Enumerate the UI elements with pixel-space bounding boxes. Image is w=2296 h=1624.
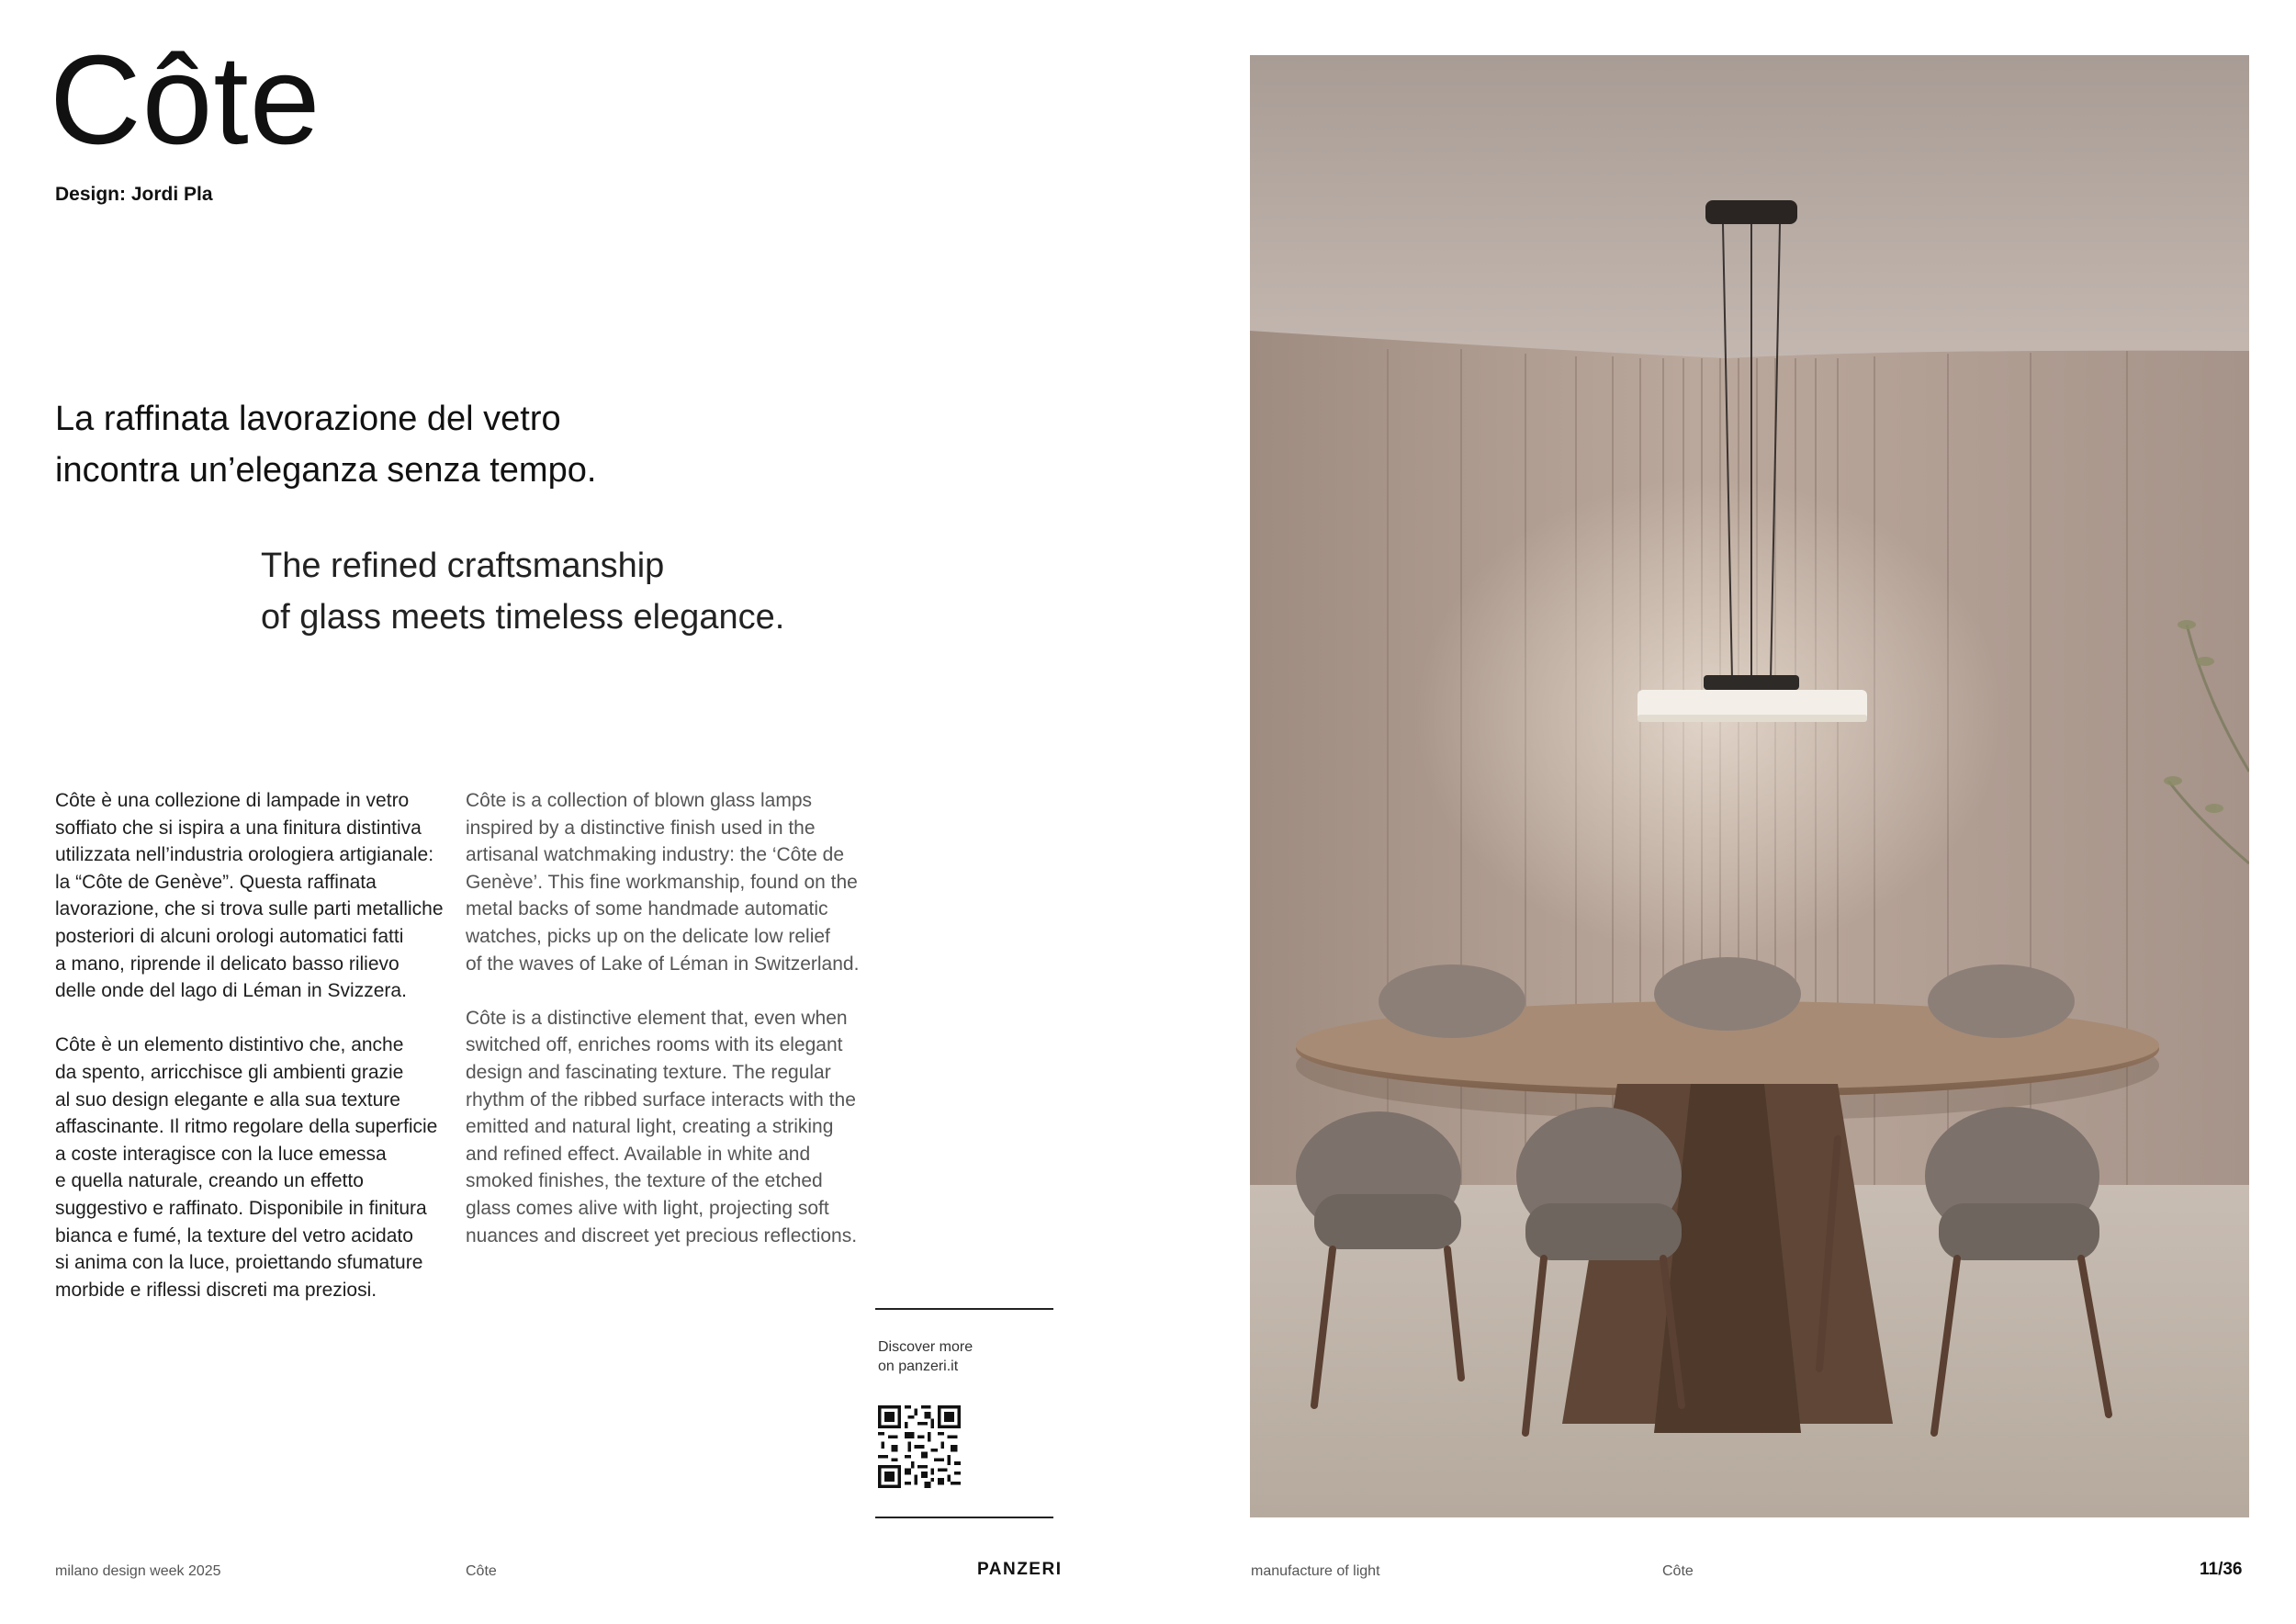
designer-credit: Design: Jordi Pla [55, 184, 213, 205]
paragraph: Côte è un elemento distintivo che, anche da spento, arricchisce gli ambienti grazie al suo design elegante e alla sua texture affascinante. Il ritmo regolare della superficie a coste interagisce con la luce emessa e quella naturale, creando un effetto suggestivo e raffinato. Disponibile in finitura bianca e fumé, la texture del vetro acidato si anima con la luce, proiettando sfumature morbide e riflessi discreti ma preziosi. [55, 1034, 438, 1301]
dining-room-illustration [1250, 55, 2249, 1517]
divider-bottom [875, 1517, 1053, 1518]
qr-code-icon[interactable] [878, 1405, 961, 1488]
headline-italian [55, 393, 698, 496]
footer-product-left: Côte [466, 1563, 497, 1579]
page-title: Côte [50, 29, 321, 171]
product-photo [1250, 55, 2249, 1517]
headline-line: of glass meets timeless elegance. [261, 598, 785, 637]
footer-event: milano design week 2025 [55, 1563, 221, 1579]
discover-more-link[interactable]: Discover more on panzeri.it [878, 1339, 974, 1374]
headline-line: incontra un’eleganza senza tempo. [55, 451, 597, 490]
footer-tagline: manufacture of light [1251, 1563, 1380, 1579]
brand-logo: PANZERI [977, 1560, 1063, 1579]
paragraph: Côte is a distinctive element that, even when switched off, enriches rooms with its elegant design and fascinating texture. The regular rhythm of the ribbed surface interacts with the emitted and natural light, creating a striking and refined effect. Available in white and smoked finishes, the texture of the etched glass comes alive with light, projecting soft nuances and discreet yet precious reflections. [466, 1007, 858, 1246]
headline-line: La raffinata lavorazione del vetro [55, 400, 561, 438]
paragraph: Côte è una collezione di lampade in vetro soffiato che si ispira a una finitura distintiva utilizzata nell’industria orologiera artigianale: la “Côte de Genève”. Questa raffinata lavorazione, che si trova sulle parti metalliche posteriori di alcuni orologi automatici fatti a mano, riprende il delicato basso rilievo delle onde del lago di Léman in Svizzera. [55, 790, 444, 1002]
page-number: 11/36 [2200, 1560, 2243, 1579]
headline-english [261, 540, 904, 643]
headline-line: The refined craftsmanship [261, 547, 665, 585]
body-english [466, 787, 870, 1277]
body-italian [55, 787, 459, 1331]
paragraph: Côte is a collection of blown glass lamps inspired by a distinctive finish used in the artisanal watchmaking industry: the ‘Côte de Genève’. This fine workmanship, found on the metal backs of some handmade automatic watches, picks up on the delicate low relief of the waves of Lake of Léman in Switzerland. [466, 790, 860, 975]
divider-top [875, 1308, 1053, 1310]
footer-product-right: Côte [1662, 1563, 1694, 1579]
